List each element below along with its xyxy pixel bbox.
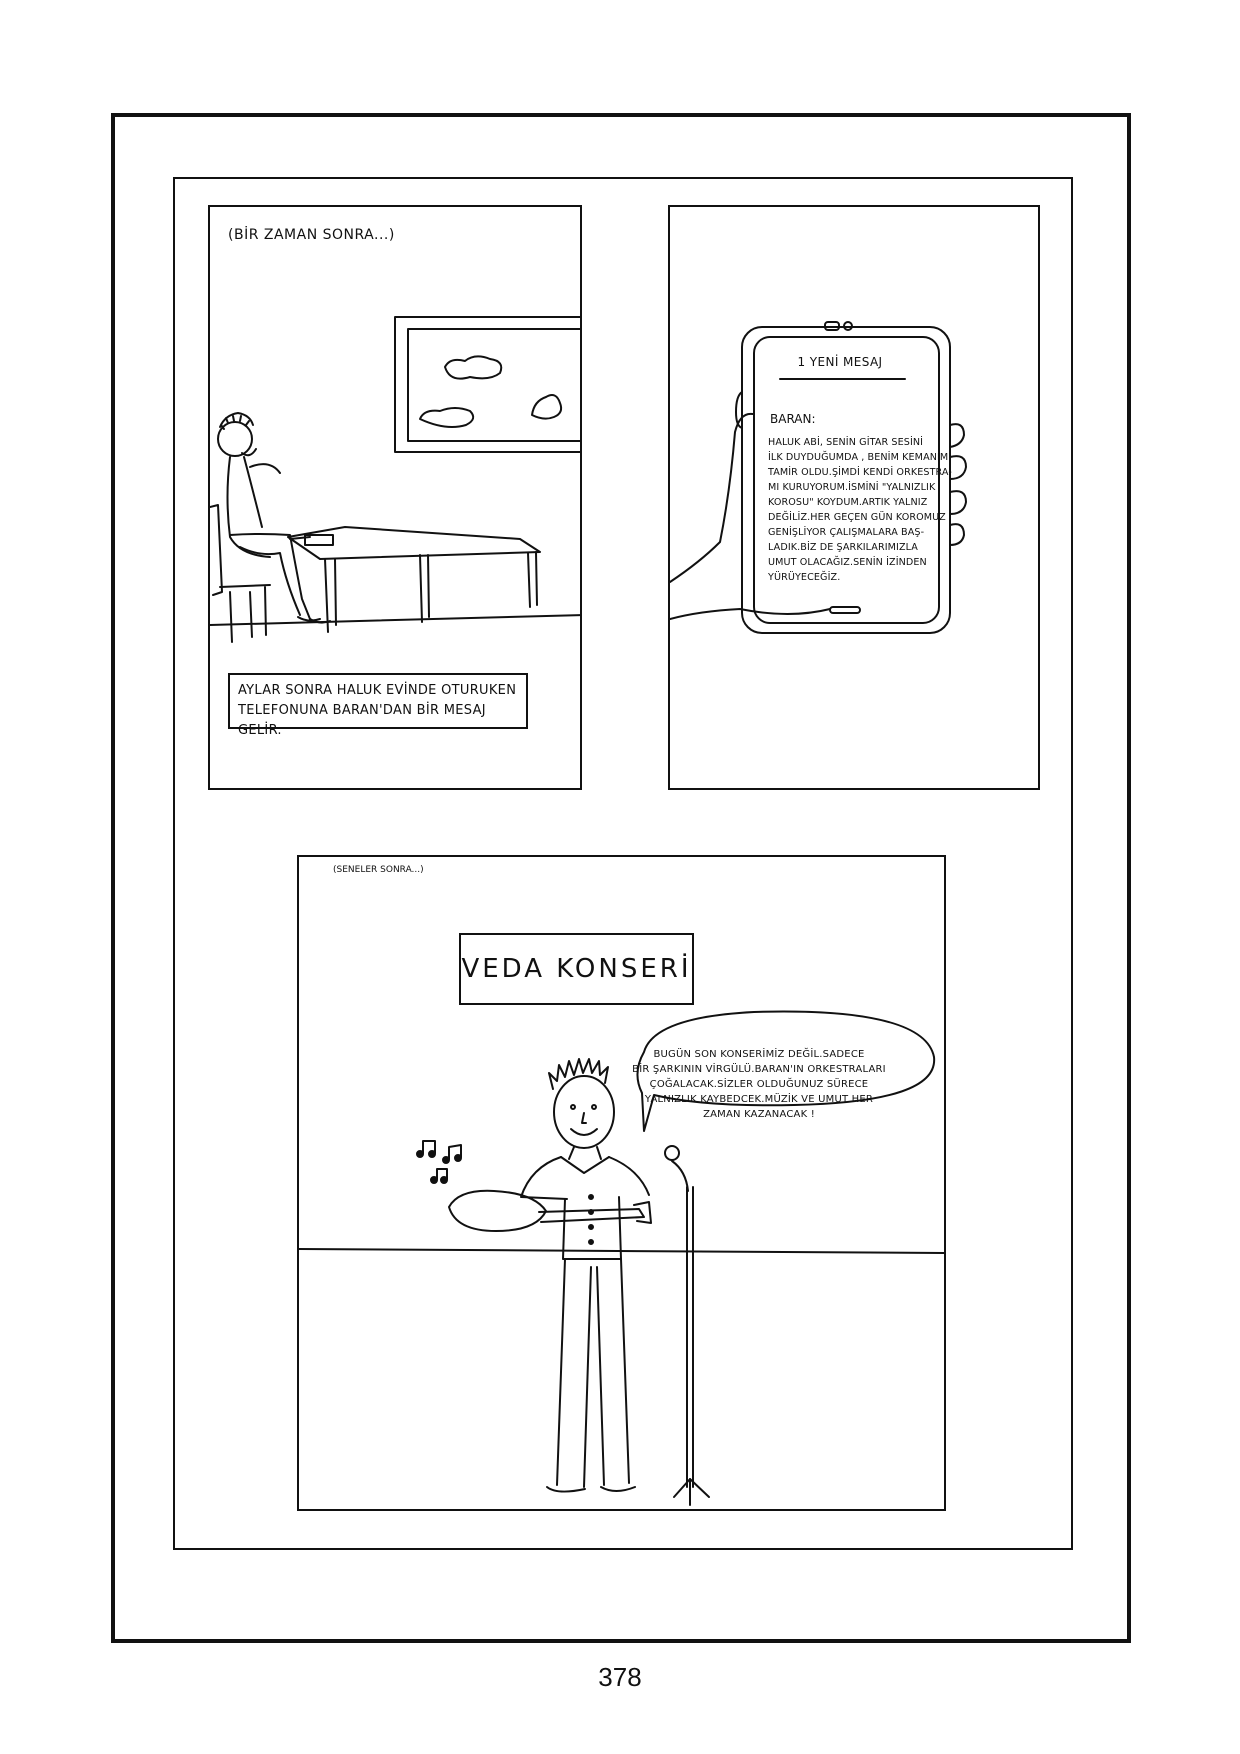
message-line: DEĞİLİZ.HER GEÇEN GÜN KOROMUZ <box>768 512 946 523</box>
message-line: GENİŞLİYOR ÇALIŞMALARA BAŞ- <box>768 527 925 538</box>
speech-line: BUGÜN SON KONSERİMİZ DEĞİL.SADECE <box>653 1049 865 1060</box>
panel-phone-message <box>668 205 1040 790</box>
speech-line: YALNIZLIK KAYBEDCEK.MÜZİK VE UMUT HER <box>644 1094 874 1105</box>
time-caption: (BİR ZAMAN SONRA...) <box>228 227 395 243</box>
page-number: 378 <box>598 1662 642 1692</box>
panel-haluk-at-desk <box>208 205 582 790</box>
message-body <box>768 435 958 585</box>
narration-box <box>228 673 528 738</box>
narration-line-2: TELEFONUNA BARAN'DAN BİR MESAJ GELİR. <box>238 703 486 738</box>
message-line: MI KURUYORUM.İSMİNİ "YALNIZLIK <box>768 482 936 493</box>
speech-line: ÇOĞALACAK.SİZLER OLDUĞUNUZ SÜRECE <box>649 1079 869 1090</box>
phone-notification-header: 1 YENİ MESAJ <box>797 355 883 369</box>
message-line: YÜRÜYECEĞİZ. <box>768 572 841 583</box>
speech-line: ZAMAN KAZANACAK ! <box>703 1109 815 1120</box>
time-caption: (SENELER SONRA...) <box>333 865 424 875</box>
concert-sign: VEDA KONSERİ <box>459 933 694 1005</box>
message-line: TAMİR OLDU.ŞİMDİ KENDİ ORKESTRA- <box>768 467 952 478</box>
speech-bubble-text <box>624 1047 894 1122</box>
speech-line: BİR ŞARKININ VİRGÜLÜ.BARAN'IN ORKESTRALARI <box>632 1064 886 1075</box>
panel-farewell-concert <box>297 855 946 1511</box>
message-line: KOROSU" KOYDUM.ARTIK YALNIZ <box>768 497 928 508</box>
message-line: LADIK.BİZ DE ŞARKILARIMIZLA <box>768 542 918 553</box>
message-line: HALUK ABİ, SENİN GİTAR SESİNİ <box>768 437 924 448</box>
message-line: İLK DUYDUĞUMDA , BENİM KEMANIM <box>768 452 949 463</box>
narration-line-1: AYLAR SONRA HALUK EVİNDE OTURUKEN <box>238 683 517 698</box>
message-sender: BARAN: <box>770 412 816 426</box>
message-line: UMUT OLACAĞIZ.SENİN İZİNDEN <box>768 557 927 568</box>
